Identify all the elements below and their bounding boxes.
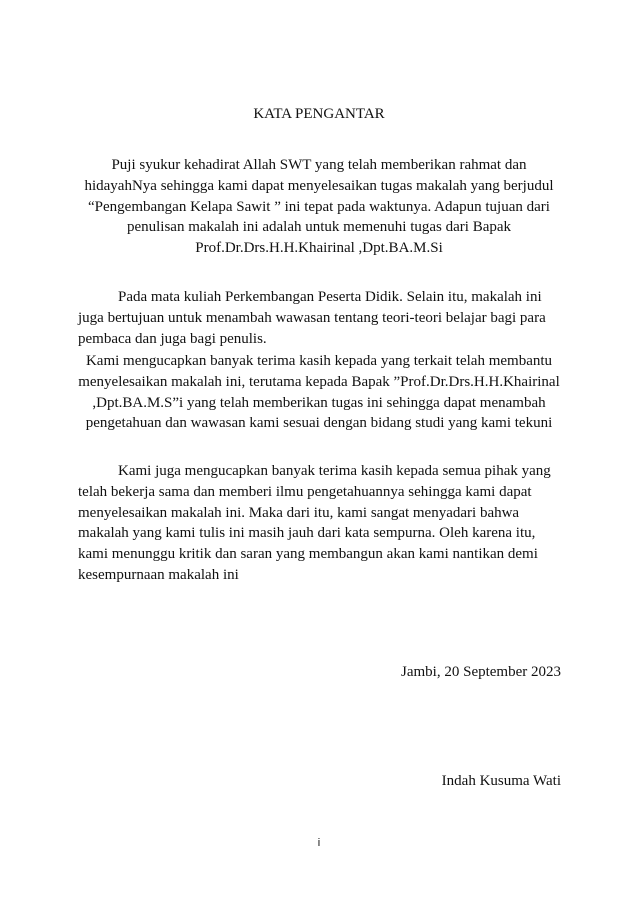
paragraph-line: Pada mata kuliah Perkembangan Peserta Didik. Selain itu, makalah ini: [118, 289, 542, 305]
paragraph-line: menyelesaikan makalah ini, terutama kepada Bapak ”Prof.Dr.Drs.H.H.Khairinal: [78, 373, 560, 390]
paragraph-line: kami menunggu kritik dan saran yang membangun akan kami nantikan demi: [78, 546, 538, 563]
page-number: i: [317, 837, 321, 849]
paragraph-line: pengetahuan dan wawasan kami sesuai dengan bidang studi yang kami tekuni: [85, 415, 553, 432]
opening-paragraph: [64, 155, 574, 259]
paragraph-line: Kami mengucapkan banyak terima kasih kepada yang terkait telah membantu: [85, 353, 553, 369]
closing-paragraph: [78, 461, 578, 586]
purpose-paragraph: [78, 287, 578, 349]
paragraph-line: juga bertujuan untuk menambah wawasan tentang teori-teori belajar bagi para: [78, 309, 546, 326]
paragraph-line: telah bekerja sama dan memberi ilmu pengetahuannya sehingga kami dapat: [78, 483, 532, 500]
page-title: KATA PENGANTAR: [253, 106, 385, 122]
paragraph-line: makalah yang kami tulis ini masih jauh dari kata sempurna. Oleh karena itu,: [78, 525, 536, 542]
place-date: Jambi, 20 September 2023: [401, 664, 561, 680]
paragraph-line: hidayahNya sehingga kami dapat menyelesaikan tugas makalah yang berjudul: [84, 177, 554, 194]
paragraph-line: pembaca dan juga bagi penulis.: [78, 330, 267, 347]
thanks-paragraph: [64, 351, 574, 434]
paragraph-line: kesempurnaan makalah ini: [78, 566, 239, 583]
paragraph-line: “Pengembangan Kelapa Sawit ” ini tepat pada waktunya. Adapun tujuan dari: [88, 198, 550, 215]
paragraph-line: penulisan makalah ini adalah untuk memenuhi tugas dari Bapak: [126, 219, 512, 236]
paragraph-line: menyelesaikan makalah ini. Maka dari itu, kami sangat menyadari bahwa: [78, 504, 520, 521]
paragraph-line: Kami juga mengucapkan banyak terima kasih kepada semua pihak yang: [118, 463, 551, 479]
paragraph-line: Puji syukur kehadirat Allah SWT yang telah memberikan rahmat dan: [111, 157, 527, 173]
paragraph-line: ,Dpt.BA.M.S”i yang telah memberikan tugas ini sehingga dapat menambah: [92, 394, 546, 411]
paragraph-line: Prof.Dr.Drs.H.H.Khairinal ,Dpt.BA.M.Si: [195, 240, 443, 257]
author-name: Indah Kusuma Wati: [441, 773, 561, 789]
